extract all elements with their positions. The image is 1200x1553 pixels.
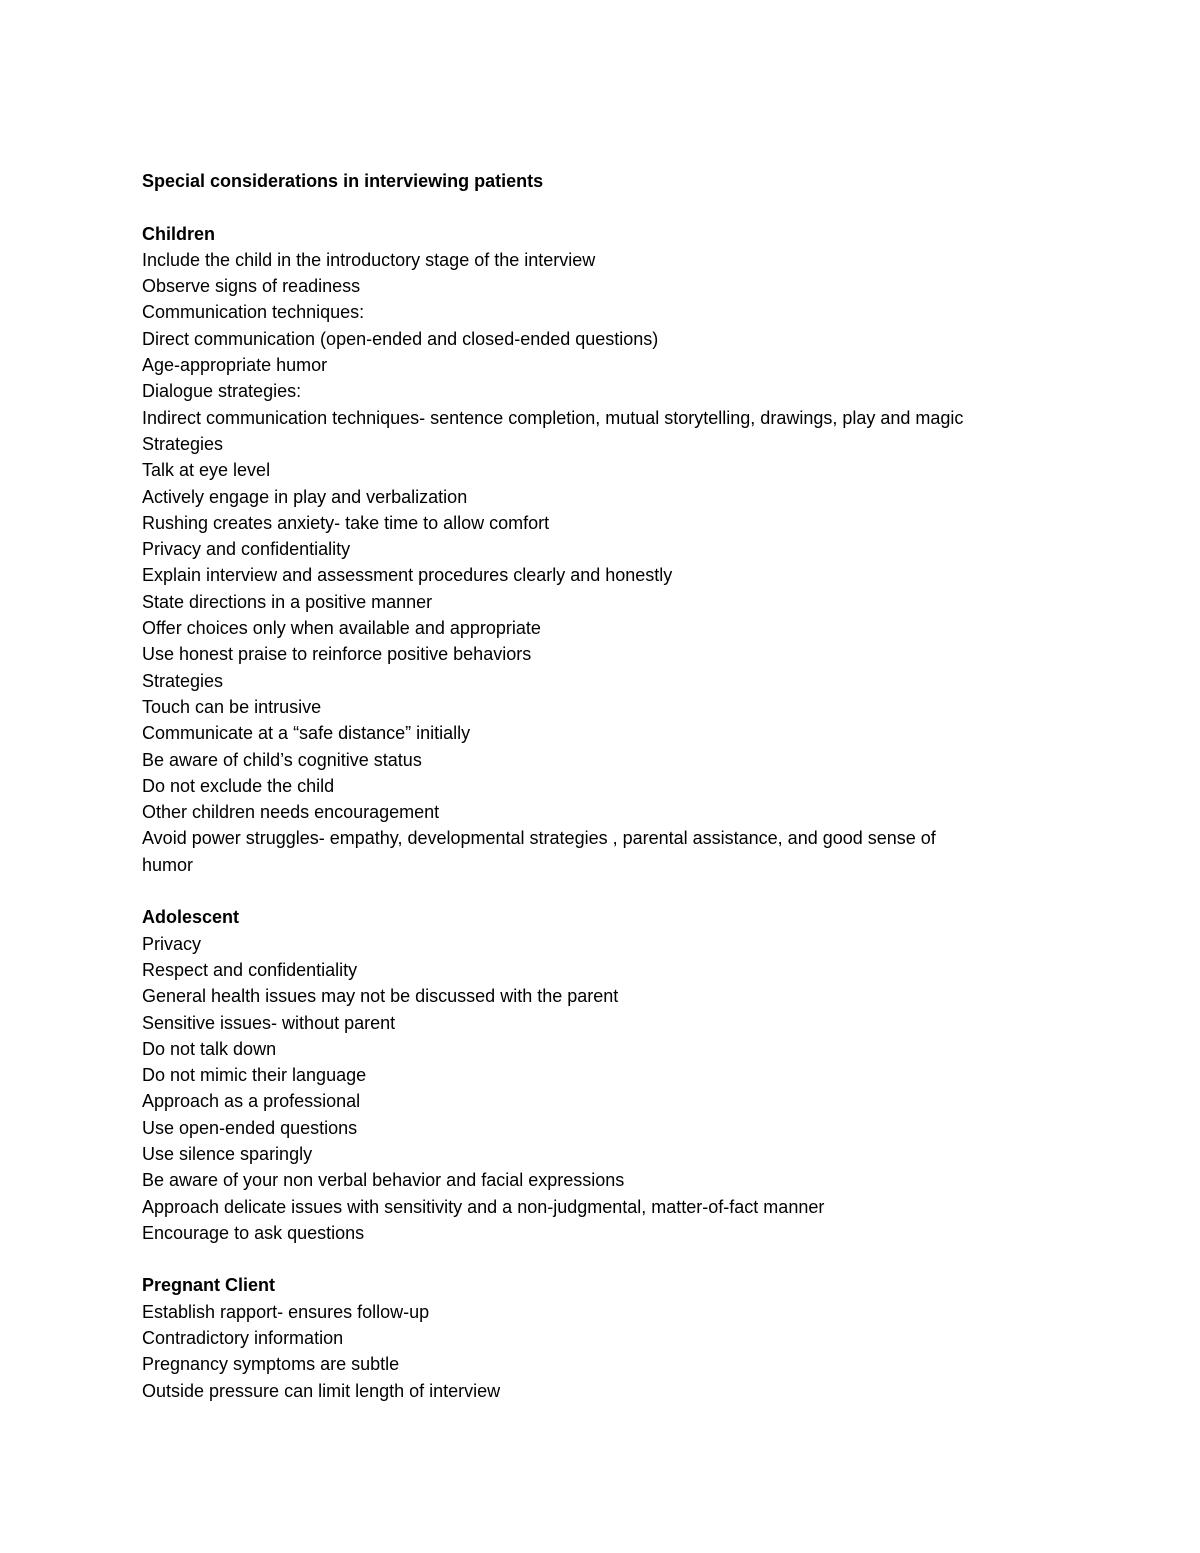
section-line: Touch can be intrusive: [142, 696, 322, 717]
blank-line: [142, 1246, 1142, 1272]
section-line: Sensitive issues- without parent: [142, 1012, 396, 1033]
section-line: Privacy: [142, 933, 202, 954]
section-line: Do not exclude the child: [142, 775, 335, 796]
section-line: Explain interview and assessment procedures clearly and honestly: [142, 565, 673, 586]
document-page: [142, 168, 1142, 1404]
sections-container: [142, 221, 1142, 1404]
section-line: Strategies: [142, 670, 224, 691]
section-line: Be aware of child’s cognitive status: [142, 749, 422, 770]
blank-line: [142, 878, 1142, 904]
section-line: Approach as a professional: [142, 1091, 361, 1112]
section-line: Avoid power struggles- empathy, developmental strategies , parental assistance, and good sense of: [142, 828, 936, 849]
section-line: Direct communication (open-ended and closed-ended questions): [142, 328, 659, 349]
section-line: Other children needs encouragement: [142, 802, 440, 823]
section-children: [142, 221, 1142, 878]
section-line: Contradictory information: [142, 1328, 344, 1349]
section-line: Use silence sparingly: [142, 1143, 313, 1164]
section-line: General health issues may not be discussed with the parent: [142, 986, 619, 1007]
section-line: Do not mimic their language: [142, 1065, 367, 1086]
document-title: Special considerations in interviewing patients: [142, 171, 544, 191]
section-line: Actively engage in play and verbalization: [142, 486, 468, 507]
section-line: Observe signs of readiness: [142, 276, 361, 297]
section-line: Encourage to ask questions: [142, 1222, 365, 1243]
section-line: Pregnancy symptoms are subtle: [142, 1354, 400, 1375]
section-line: Approach delicate issues with sensitivity and a non-judgmental, matter-of-fact manner: [142, 1196, 825, 1217]
section-heading: Adolescent: [142, 907, 240, 928]
section-line: Age-appropriate humor: [142, 355, 328, 376]
section-line: Dialogue strategies:: [142, 381, 302, 402]
section-line: humor: [142, 854, 194, 875]
section-line: Do not talk down: [142, 1038, 277, 1059]
section-line: Use honest praise to reinforce positive behaviors: [142, 644, 532, 665]
section-line: Talk at eye level: [142, 460, 271, 481]
section-line: Respect and confidentiality: [142, 959, 358, 980]
section-line: Communicate at a “safe distance” initially: [142, 723, 471, 744]
section-line: Use open-ended questions: [142, 1117, 358, 1138]
section-pregnant-client: [142, 1272, 1142, 1403]
section-line: Communication techniques:: [142, 302, 365, 323]
section-line: Include the child in the introductory stage of the interview: [142, 249, 596, 270]
section-line: Be aware of your non verbal behavior and facial expressions: [142, 1170, 625, 1191]
section-line: Offer choices only when available and appropriate: [142, 618, 541, 639]
blank-line: [142, 194, 1142, 220]
section-line: Outside pressure can limit length of interview: [142, 1380, 501, 1401]
section-heading: Pregnant Client: [142, 1275, 276, 1296]
section-line: State directions in a positive manner: [142, 591, 433, 612]
section-line: Establish rapport- ensures follow-up: [142, 1301, 430, 1322]
section-adolescent: [142, 904, 1142, 1246]
section-heading: Children: [142, 223, 216, 244]
section-line: Rushing creates anxiety- take time to allow comfort: [142, 512, 550, 533]
section-line: Indirect communication techniques- sentence completion, mutual storytelling, drawings, play and magic: [142, 407, 964, 428]
section-line: Strategies: [142, 433, 224, 454]
section-line: Privacy and confidentiality: [142, 539, 351, 560]
